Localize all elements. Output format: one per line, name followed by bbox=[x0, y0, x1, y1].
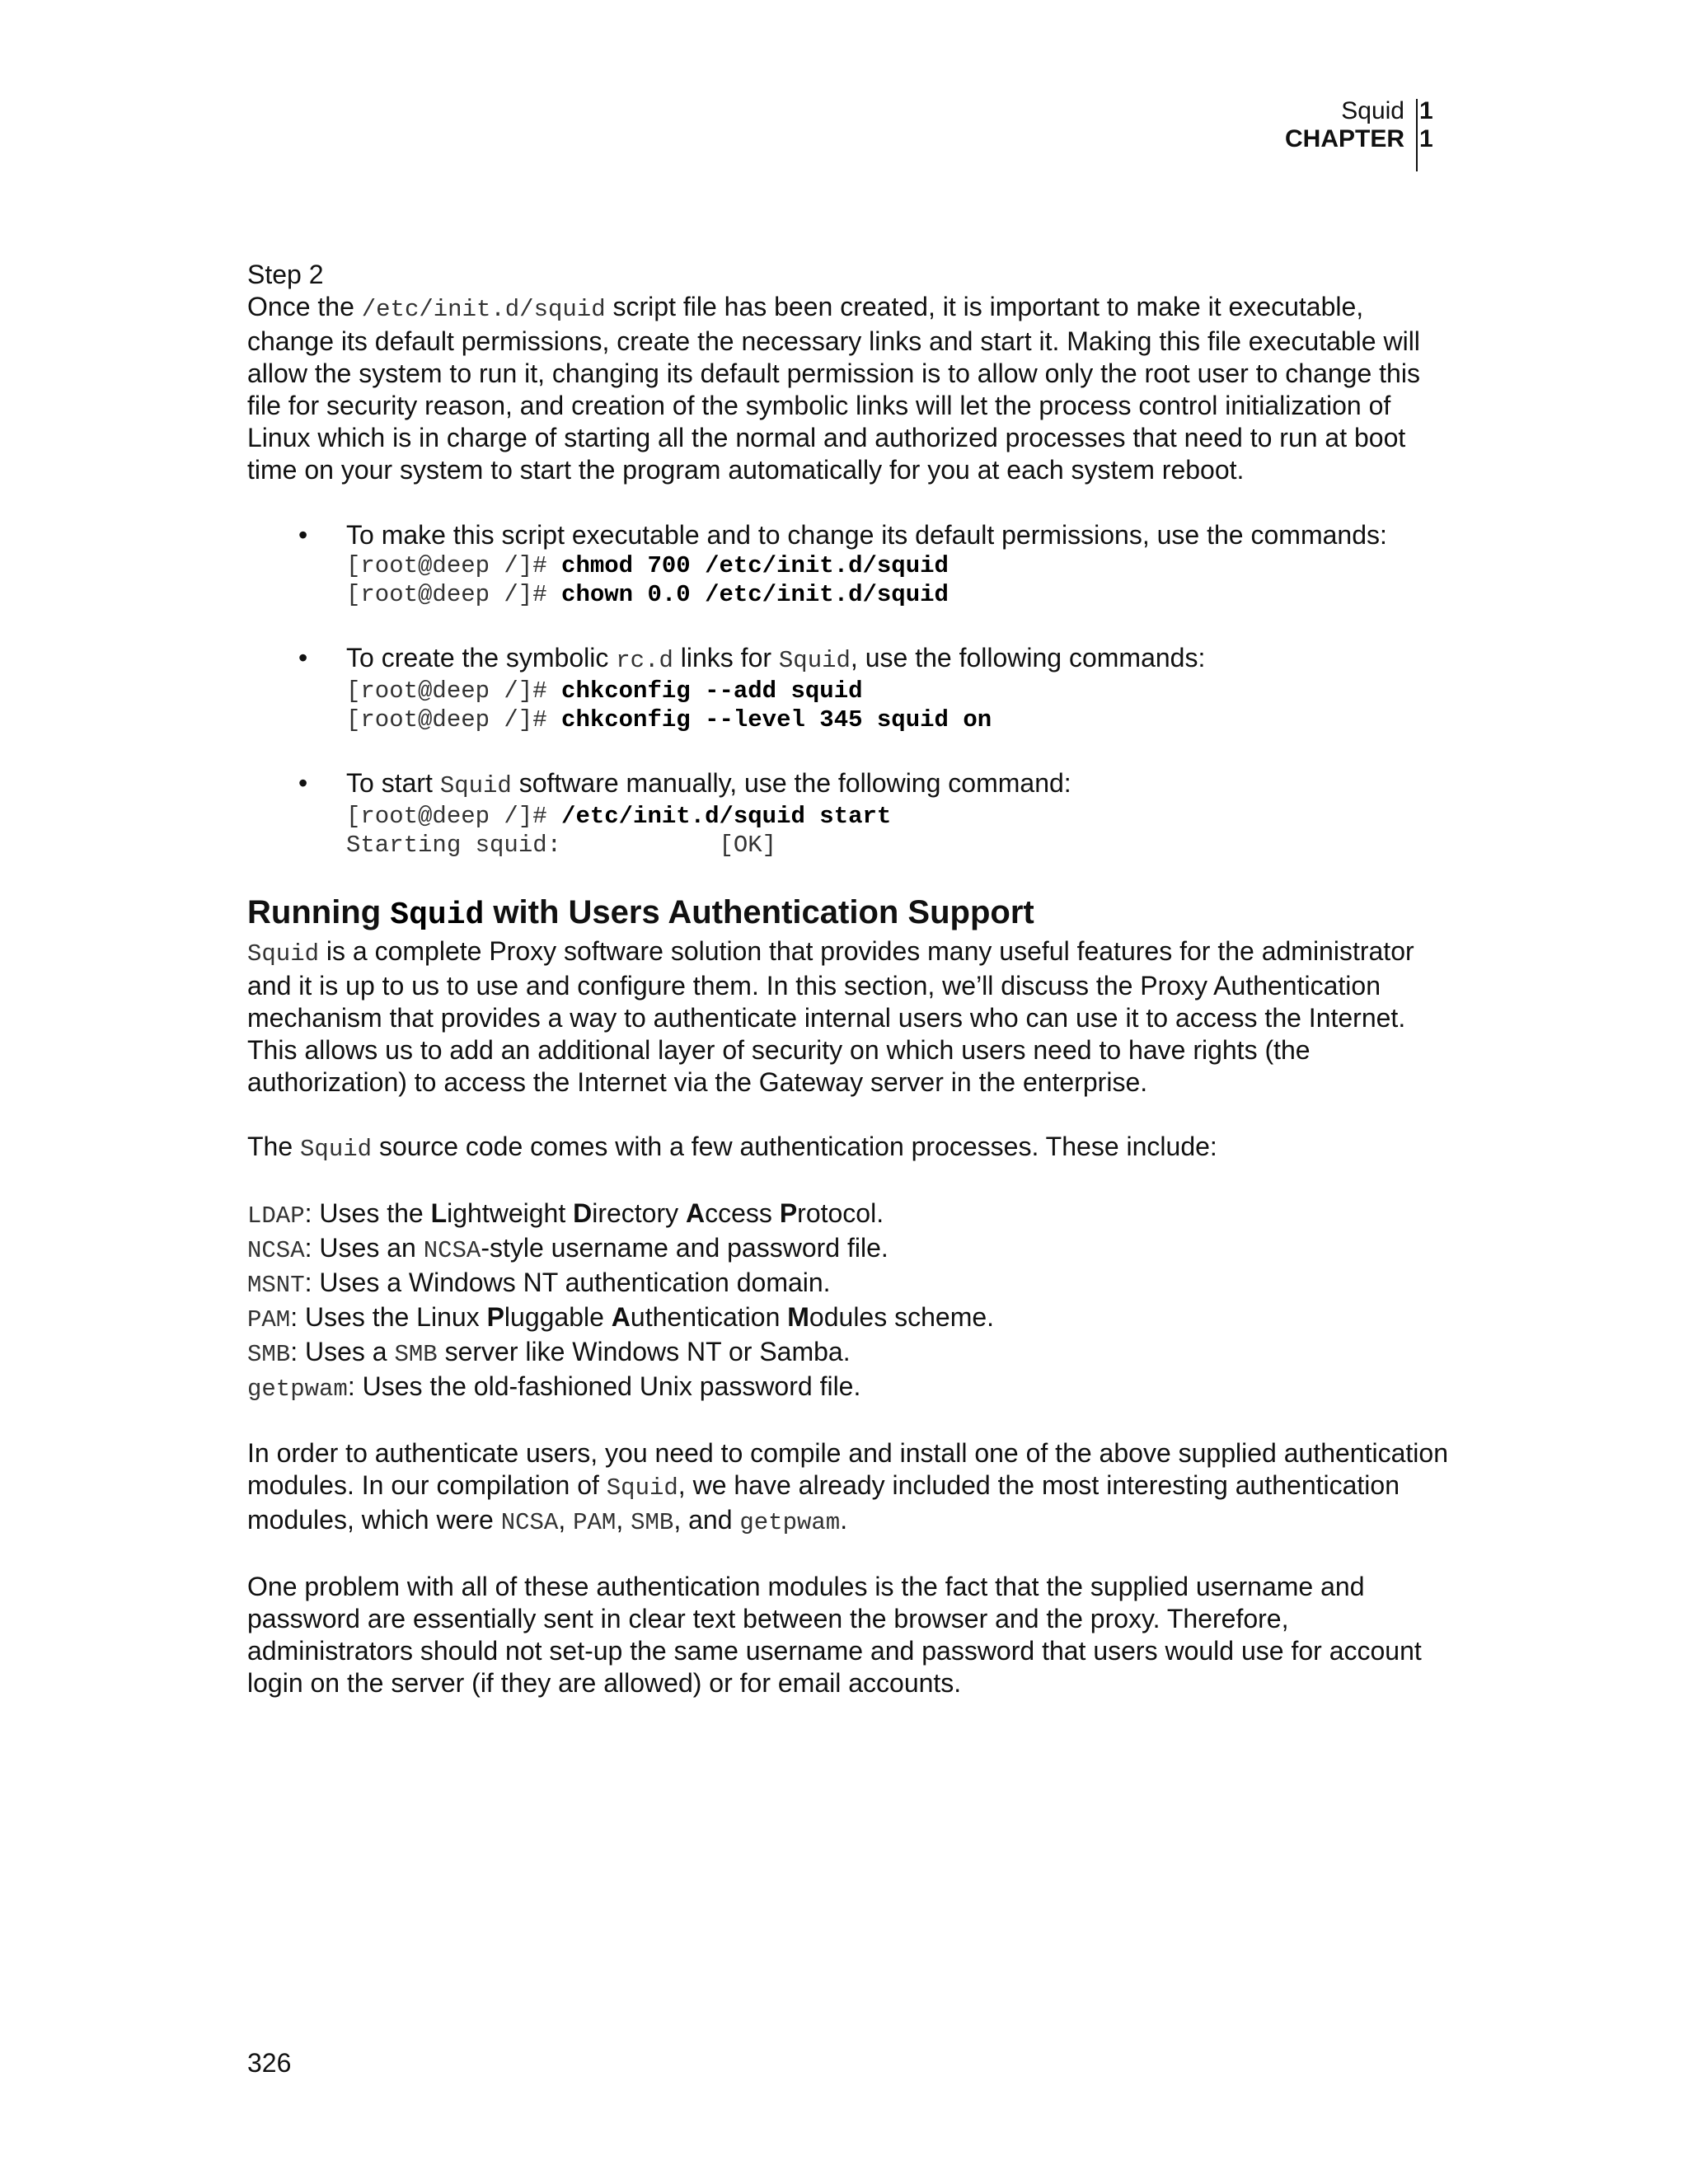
section-paragraph-4: One problem with all of these authentication modules is the fact that the supplied username and password are essentially sent in clear text between the browser and the proxy. Therefore, administrators should not set-up the same username and password that users would use for account login on the server (if they are allowed) or for email accounts. bbox=[247, 1572, 1422, 1698]
shell-prompt: [root@deep /]# bbox=[346, 706, 562, 733]
command-output: Starting squid: [OK] bbox=[346, 832, 777, 859]
shell-command: chkconfig --add squid bbox=[561, 677, 863, 705]
text-run: links for bbox=[673, 643, 779, 673]
inline-code: Squid bbox=[300, 1136, 373, 1163]
header-chapter-number: 1 bbox=[1419, 125, 1433, 152]
inline-code: PAM bbox=[573, 1509, 617, 1536]
bullet-icon: • bbox=[298, 768, 308, 798]
method-code: MSNT bbox=[247, 1272, 305, 1299]
inline-code: Squid bbox=[778, 647, 851, 674]
bullet-icon: • bbox=[298, 643, 308, 673]
code-line bbox=[346, 580, 1451, 609]
inline-code: Squid bbox=[439, 772, 512, 799]
shell-command: chmod 700 /etc/init.d/squid bbox=[561, 552, 949, 579]
text-run: , use the following commands: bbox=[850, 643, 1206, 673]
inline-code: getpwam bbox=[739, 1509, 841, 1536]
initial: D bbox=[573, 1198, 593, 1228]
auth-method-smb bbox=[247, 1336, 1451, 1371]
initial: A bbox=[611, 1302, 631, 1332]
header-numbers bbox=[1419, 97, 1431, 153]
text-run: server like Windows NT or Samba. bbox=[437, 1337, 851, 1366]
code-line bbox=[346, 705, 1451, 734]
page-header bbox=[1101, 97, 1431, 171]
text-run: is a complete Proxy software solution that provides many useful features for the administrator and it is up to us to use and configure them. In this section, we’ll discuss the Proxy Authentication mechanism that provides a way to authenticate internal users who can use it to access the Internet. This allows us to add an additional layer of security on which users need to have rights (the authorization) to access the Internet via the Gateway server in the enterprise. bbox=[247, 936, 1414, 1097]
step-intro-paragraph bbox=[247, 291, 1451, 486]
auth-method-getpwam bbox=[247, 1371, 1451, 1405]
text-run: : Uses a bbox=[290, 1337, 395, 1366]
step-intro-pre: Once the bbox=[247, 292, 362, 321]
auth-method-list bbox=[247, 1197, 1451, 1405]
text-run: To create the symbolic bbox=[346, 643, 617, 673]
initial: P bbox=[779, 1198, 798, 1228]
text-run: , bbox=[616, 1505, 631, 1535]
section-paragraph-3 bbox=[247, 1437, 1451, 1539]
bullet-text: To make this script executable and to change its default permissions, use the commands: bbox=[346, 520, 1387, 550]
bullet-text bbox=[346, 767, 1451, 802]
text-run: , we have already included the most interesting authentication modules, which were bbox=[247, 1470, 1400, 1535]
text-run: source code comes with a few authentication processes. These include: bbox=[372, 1132, 1217, 1161]
text-run: The bbox=[247, 1132, 301, 1161]
list-item bbox=[247, 519, 1451, 609]
text-run: In order to authenticate users, you need to compile and install one of the above supplied authentication modules. In our compilation of bbox=[247, 1438, 1448, 1500]
inline-code: Squid bbox=[247, 940, 320, 968]
initial: L bbox=[430, 1198, 448, 1228]
text-run: : Uses the old-fashioned Unix password file. bbox=[347, 1371, 861, 1401]
step-intro-post: script file has been created, it is important to make it executable, change its default permissions, create the necessary links and start it. Making this file executable will allow the system to run it, changing its default permission is to allow only the root user to change this file for security reason, and creation of the symbolic links will let the process control initialization of Linux which is in charge of starting all the normal and authorized processes that need to run at boot time on your system to start the program automatically for you at each system reboot. bbox=[247, 292, 1420, 485]
text-run: : Uses the Linux bbox=[290, 1302, 487, 1332]
step-intro-code: /etc/init.d/squid bbox=[361, 296, 606, 323]
text-run: odules scheme. bbox=[809, 1302, 995, 1332]
text-run: , and bbox=[673, 1505, 740, 1535]
text-run: ightweight bbox=[447, 1198, 574, 1228]
code-line bbox=[346, 551, 1451, 580]
section-paragraph-2 bbox=[247, 1131, 1451, 1165]
list-item bbox=[247, 642, 1451, 734]
header-divider bbox=[1416, 99, 1418, 171]
text-run: -style username and password file. bbox=[481, 1233, 889, 1263]
page-content bbox=[247, 259, 1451, 1699]
auth-method-msnt bbox=[247, 1267, 1451, 1301]
shell-command: chown 0.0 /etc/init.d/squid bbox=[561, 581, 949, 608]
inline-code: SMB bbox=[394, 1341, 438, 1368]
text-run: luggable bbox=[504, 1302, 612, 1332]
text-run: rotocol. bbox=[797, 1198, 884, 1228]
method-code: NCSA bbox=[247, 1237, 305, 1264]
shell-command: /etc/init.d/squid start bbox=[561, 803, 892, 830]
bullet-text bbox=[346, 642, 1451, 677]
inline-code: SMB bbox=[631, 1509, 674, 1536]
heading-text: Running bbox=[247, 894, 391, 930]
text-run: : Uses a Windows NT authentication domain. bbox=[304, 1268, 831, 1297]
header-book-label: Squid bbox=[1341, 97, 1404, 124]
instruction-list bbox=[247, 519, 1451, 860]
section-heading bbox=[247, 893, 1451, 935]
inline-code: rc.d bbox=[616, 647, 673, 674]
method-code: SMB bbox=[247, 1341, 291, 1368]
method-code: LDAP bbox=[247, 1202, 305, 1230]
text-run: : Uses the bbox=[304, 1198, 431, 1228]
auth-method-pam bbox=[247, 1301, 1451, 1336]
header-book-number: 1 bbox=[1419, 97, 1433, 124]
bullet-icon: • bbox=[298, 520, 308, 550]
shell-prompt: [root@deep /]# bbox=[346, 581, 562, 608]
text-run: ccess bbox=[705, 1198, 780, 1228]
text-run: To start bbox=[346, 768, 440, 798]
section-paragraph-1 bbox=[247, 935, 1451, 1099]
header-labels bbox=[1285, 97, 1404, 153]
shell-prompt: [root@deep /]# bbox=[346, 677, 562, 705]
auth-method-ncsa bbox=[247, 1232, 1451, 1267]
heading-code: Squid bbox=[390, 898, 485, 933]
initial: A bbox=[686, 1198, 706, 1228]
inline-code: NCSA bbox=[423, 1237, 481, 1264]
inline-code: Squid bbox=[606, 1474, 678, 1502]
auth-method-ldap bbox=[247, 1197, 1451, 1232]
page-number: 326 bbox=[247, 2048, 292, 2078]
list-item bbox=[247, 767, 1451, 860]
inline-code: NCSA bbox=[500, 1509, 559, 1536]
step-label: Step 2 bbox=[247, 260, 324, 289]
text-run: uthentication bbox=[630, 1302, 788, 1332]
initial: M bbox=[787, 1302, 809, 1332]
text-run: irectory bbox=[592, 1198, 687, 1228]
shell-prompt: [root@deep /]# bbox=[346, 803, 562, 830]
shell-command: chkconfig --level 345 squid on bbox=[561, 706, 992, 733]
method-code: getpwam bbox=[247, 1376, 348, 1403]
text-run: , bbox=[558, 1505, 574, 1535]
shell-prompt: [root@deep /]# bbox=[346, 552, 562, 579]
code-line bbox=[346, 802, 1451, 831]
method-code: PAM bbox=[247, 1306, 291, 1333]
text-run: . bbox=[840, 1505, 848, 1535]
heading-text: with Users Authentication Support bbox=[484, 894, 1034, 930]
text-run: software manually, use the following command: bbox=[511, 768, 1071, 798]
header-chapter-label: CHAPTER bbox=[1284, 125, 1404, 152]
code-line bbox=[346, 677, 1451, 705]
initial: P bbox=[486, 1302, 504, 1332]
text-run: : Uses an bbox=[304, 1233, 424, 1263]
